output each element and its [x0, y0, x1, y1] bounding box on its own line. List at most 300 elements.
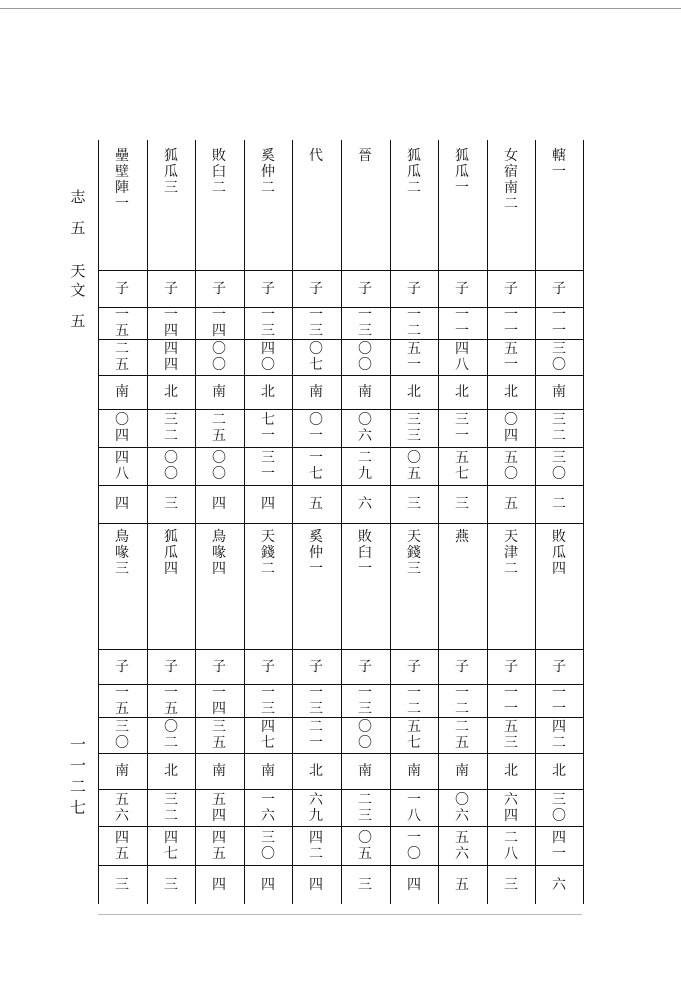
glyph: 鳥 [212, 529, 226, 545]
star-name [390, 148, 438, 264]
glyph: 錢 [261, 545, 275, 561]
table-cell [438, 789, 486, 826]
glyph: 四 [164, 341, 178, 357]
table-cell [98, 649, 146, 684]
table-cell [341, 375, 389, 409]
table-cell [535, 339, 583, 375]
table-cell [195, 684, 243, 717]
glyph: 北 [164, 384, 178, 400]
row-rule [98, 523, 584, 524]
glyph: 五 [164, 700, 178, 717]
glyph: 九 [309, 807, 323, 824]
table-cell [98, 447, 146, 485]
table-cell [438, 717, 486, 753]
glyph: 南 [309, 384, 323, 400]
glyph: 一 [455, 684, 469, 701]
table-cell [147, 375, 195, 409]
glyph: 二 [504, 196, 518, 212]
table-cell [487, 649, 535, 684]
glyph: 三 [164, 876, 178, 893]
table-cell [390, 409, 438, 447]
glyph: 〇 [309, 412, 323, 428]
glyph: 二 [261, 561, 275, 577]
table-cell [487, 789, 535, 826]
glyph: 子 [504, 658, 518, 675]
table-cell [341, 307, 389, 339]
glyph: 五 [115, 845, 129, 862]
table-cell [341, 717, 389, 753]
glyph: 六 [261, 807, 275, 824]
glyph: 四 [504, 428, 518, 444]
glyph: 子 [309, 280, 323, 297]
glyph: 三 [261, 450, 275, 466]
glyph: 四 [552, 829, 566, 846]
glyph: 〇 [115, 412, 129, 428]
table-cell [438, 485, 486, 523]
table-cell [292, 826, 340, 865]
star-name [244, 148, 292, 264]
glyph: 天 [261, 529, 275, 545]
table-cell [535, 649, 583, 684]
glyph: 五 [309, 496, 323, 512]
glyph: 五 [504, 450, 518, 466]
glyph: 敗 [358, 529, 372, 545]
glyph: 四 [164, 561, 178, 577]
glyph: 燕 [455, 529, 469, 545]
glyph: 〇 [552, 357, 566, 373]
table-cell [292, 684, 340, 717]
glyph: 〇 [358, 412, 372, 428]
table-cell [390, 270, 438, 307]
glyph: 一 [407, 791, 421, 808]
glyph: 一 [504, 307, 518, 323]
star-name [147, 529, 195, 643]
table-cell [195, 789, 243, 826]
glyph: 鳥 [115, 529, 129, 545]
glyph: 一 [115, 307, 129, 323]
glyph: 奚 [309, 529, 323, 545]
glyph: 〇 [358, 719, 372, 735]
glyph: 〇 [552, 466, 566, 482]
glyph: 一 [309, 561, 323, 577]
glyph: 一 [69, 735, 86, 754]
glyph: 錢 [407, 545, 421, 561]
glyph: 南 [358, 763, 372, 779]
glyph: 三 [407, 428, 421, 444]
glyph: 仲 [309, 545, 323, 561]
table-cell [341, 339, 389, 375]
glyph: 三 [358, 876, 372, 893]
glyph: 北 [455, 384, 469, 400]
glyph: 〇 [504, 412, 518, 428]
table-cell [244, 447, 292, 485]
glyph: 〇 [358, 357, 372, 373]
star-name [244, 529, 292, 643]
table-cell [244, 717, 292, 753]
table-cell [98, 684, 146, 717]
glyph: 八 [455, 357, 469, 373]
glyph: 一 [407, 357, 421, 373]
glyph: 天 [504, 529, 518, 545]
table-cell [244, 339, 292, 375]
glyph: 二 [164, 807, 178, 824]
glyph: 五 [455, 735, 469, 751]
table-cell [487, 684, 535, 717]
glyph: 臼 [212, 164, 226, 180]
table-cell [292, 339, 340, 375]
table-cell [195, 649, 243, 684]
table-cell [98, 717, 146, 753]
table-cell [341, 826, 389, 865]
glyph: 南 [115, 384, 129, 400]
glyph: 子 [164, 280, 178, 297]
glyph: 晉 [358, 148, 372, 164]
glyph: 五 [455, 876, 469, 893]
glyph: 喙 [212, 545, 226, 561]
table-cell [341, 865, 389, 904]
glyph: 四 [261, 719, 275, 735]
glyph: 一 [552, 164, 566, 180]
glyph: 一 [552, 684, 566, 701]
table-cell [535, 826, 583, 865]
glyph: 二 [455, 719, 469, 735]
table-cell [390, 485, 438, 523]
glyph: 〇 [212, 450, 226, 466]
glyph: 文 [70, 281, 86, 299]
glyph: 二 [164, 428, 178, 444]
glyph: 四 [212, 700, 226, 717]
glyph: 三 [164, 791, 178, 808]
table-cell [244, 789, 292, 826]
table-cell [195, 270, 243, 307]
glyph: 一 [552, 323, 566, 339]
table-cell [535, 307, 583, 339]
glyph: 南 [212, 384, 226, 400]
glyph: 五 [407, 719, 421, 735]
glyph: 三 [115, 876, 129, 893]
glyph: 四 [455, 341, 469, 357]
glyph: 五 [358, 845, 372, 862]
glyph: 一 [309, 307, 323, 323]
glyph: 北 [407, 384, 421, 400]
glyph: 〇 [358, 829, 372, 846]
table-cell [195, 447, 243, 485]
glyph: 六 [455, 807, 469, 824]
glyph: 二 [358, 791, 372, 808]
table-cell [147, 447, 195, 485]
table-cell [195, 865, 243, 904]
table-cell [98, 826, 146, 865]
glyph: 一 [261, 307, 275, 323]
glyph: 子 [552, 658, 566, 675]
table-cell [438, 753, 486, 789]
glyph: 二 [407, 700, 421, 717]
glyph: 七 [455, 466, 469, 482]
glyph: 〇 [504, 466, 518, 482]
glyph: 五 [115, 700, 129, 717]
glyph: 五 [455, 829, 469, 846]
glyph: 三 [407, 561, 421, 577]
glyph: 二 [115, 341, 129, 357]
glyph: 子 [455, 658, 469, 675]
table-cell [341, 753, 389, 789]
table-cell [487, 865, 535, 904]
glyph: 二 [261, 180, 275, 196]
glyph: 四 [164, 829, 178, 846]
glyph: 〇 [407, 450, 421, 466]
glyph: 八 [407, 807, 421, 824]
glyph: 一 [261, 428, 275, 444]
glyph: 二 [69, 777, 86, 796]
glyph: 狐 [164, 148, 178, 164]
glyph: 北 [504, 384, 518, 400]
glyph: 三 [552, 791, 566, 808]
table-cell [147, 409, 195, 447]
glyph: 喙 [115, 545, 129, 561]
glyph: 〇 [407, 845, 421, 862]
glyph: 敗 [552, 529, 566, 545]
glyph: 一 [164, 307, 178, 323]
table-cell [438, 375, 486, 409]
glyph: 三 [212, 719, 226, 735]
table-cell [390, 339, 438, 375]
table-cell [292, 375, 340, 409]
table-cell [147, 684, 195, 717]
glyph: 〇 [455, 791, 469, 808]
glyph: 二 [212, 412, 226, 428]
table-cell [438, 339, 486, 375]
table-cell [292, 270, 340, 307]
table-cell [390, 684, 438, 717]
glyph: 〇 [212, 357, 226, 373]
glyph: 瓜 [164, 545, 178, 561]
glyph: 一 [455, 428, 469, 444]
glyph: 四 [115, 829, 129, 846]
table-cell [535, 447, 583, 485]
glyph: 三 [552, 412, 566, 428]
glyph: 四 [164, 323, 178, 339]
star-name [195, 148, 243, 264]
glyph: 子 [552, 280, 566, 297]
glyph: 七 [261, 412, 275, 428]
glyph: 一 [69, 756, 86, 775]
glyph: 五 [70, 312, 86, 330]
glyph: 北 [504, 763, 518, 779]
table-cell [244, 375, 292, 409]
glyph: 子 [261, 658, 275, 675]
glyph: 四 [309, 876, 323, 893]
table-cell [390, 789, 438, 826]
glyph: 一 [455, 307, 469, 323]
glyph: 九 [358, 466, 372, 482]
star-name [390, 529, 438, 643]
glyph: 瓜 [455, 164, 469, 180]
table-cell [487, 375, 535, 409]
glyph: 一 [261, 791, 275, 808]
table-cell [98, 865, 146, 904]
glyph: 四 [504, 807, 518, 824]
glyph: 一 [309, 428, 323, 444]
table-cell [292, 717, 340, 753]
glyph: 六 [358, 428, 372, 444]
glyph: 三 [115, 719, 129, 735]
table-cell [390, 753, 438, 789]
glyph: 二 [504, 561, 518, 577]
glyph: 女 [504, 148, 518, 164]
glyph: 三 [455, 496, 469, 512]
glyph: 狐 [164, 529, 178, 545]
glyph: 四 [115, 496, 129, 512]
glyph: 宿 [504, 164, 518, 180]
glyph: 狐 [455, 148, 469, 164]
table-cell [438, 826, 486, 865]
table-cell [535, 485, 583, 523]
glyph: 七 [261, 735, 275, 751]
glyph: 南 [358, 384, 372, 400]
glyph: 四 [261, 496, 275, 512]
glyph: 五 [115, 791, 129, 808]
glyph: 子 [164, 658, 178, 675]
glyph: 壁 [115, 164, 129, 180]
table-cell [244, 865, 292, 904]
table-cell [535, 717, 583, 753]
table-cell [487, 409, 535, 447]
glyph: 六 [309, 791, 323, 808]
table-cell [487, 826, 535, 865]
glyph: 五 [407, 341, 421, 357]
table-cell [195, 826, 243, 865]
glyph: 四 [212, 829, 226, 846]
table-cell [535, 409, 583, 447]
table-cell [147, 826, 195, 865]
table-cell [147, 717, 195, 753]
glyph: 南 [552, 384, 566, 400]
table-cell [535, 270, 583, 307]
glyph: 瓜 [552, 545, 566, 561]
glyph: 三 [164, 412, 178, 428]
glyph: 四 [309, 829, 323, 846]
glyph: 陣 [115, 180, 129, 196]
table-cell [244, 753, 292, 789]
glyph: 二 [455, 700, 469, 717]
glyph: 〇 [115, 735, 129, 751]
glyph: 七 [407, 735, 421, 751]
glyph: 四 [261, 876, 275, 893]
glyph: 四 [407, 876, 421, 893]
glyph: 五 [115, 323, 129, 339]
glyph: 四 [212, 876, 226, 893]
glyph: 五 [504, 496, 518, 512]
glyph: 五 [70, 219, 86, 237]
table-cell [98, 485, 146, 523]
table-cell [292, 865, 340, 904]
glyph: 二 [309, 719, 323, 735]
glyph: 北 [309, 763, 323, 779]
glyph: 瓜 [164, 164, 178, 180]
glyph: 一 [504, 684, 518, 701]
star-name [341, 529, 389, 643]
table-cell [244, 684, 292, 717]
glyph: 〇 [358, 735, 372, 751]
glyph: 南 [455, 763, 469, 779]
glyph: 一 [115, 684, 129, 701]
star-name [292, 529, 340, 643]
glyph: 七 [69, 798, 86, 817]
glyph: 一 [261, 466, 275, 482]
glyph: 一 [212, 307, 226, 323]
table-cell [292, 485, 340, 523]
glyph: 一 [407, 684, 421, 701]
glyph: 一 [504, 700, 518, 717]
glyph: 子 [407, 280, 421, 297]
table-cell [98, 789, 146, 826]
table-cell [341, 684, 389, 717]
glyph: 一 [407, 307, 421, 323]
glyph: 子 [358, 658, 372, 675]
glyph: 三 [261, 700, 275, 717]
glyph: 七 [164, 845, 178, 862]
glyph: 南 [504, 180, 518, 196]
table-cell [341, 447, 389, 485]
glyph: 一 [455, 323, 469, 339]
glyph: 三 [552, 450, 566, 466]
table-cell [195, 753, 243, 789]
star-table [98, 128, 584, 909]
glyph: 瓜 [407, 164, 421, 180]
table-cell [98, 270, 146, 307]
table-cell [147, 485, 195, 523]
glyph: 一 [164, 684, 178, 701]
glyph: 一 [212, 684, 226, 701]
star-name [438, 529, 486, 643]
glyph: 三 [164, 180, 178, 196]
glyph: 二 [552, 428, 566, 444]
page-foot-rule [98, 914, 582, 915]
table-cell [390, 865, 438, 904]
glyph: 〇 [164, 466, 178, 482]
glyph: 五 [504, 719, 518, 735]
table-cell [487, 485, 535, 523]
glyph: 奚 [261, 148, 275, 164]
glyph: 〇 [309, 341, 323, 357]
glyph: 一 [552, 307, 566, 323]
glyph: 六 [455, 845, 469, 862]
glyph: 三 [504, 876, 518, 893]
glyph: 五 [212, 735, 226, 751]
table-cell [244, 649, 292, 684]
table-cell [341, 409, 389, 447]
glyph: 二 [552, 735, 566, 751]
glyph: 敗 [212, 148, 226, 164]
glyph: 南 [115, 763, 129, 779]
glyph: 子 [358, 280, 372, 297]
glyph: 四 [115, 428, 129, 444]
glyph: 一 [358, 307, 372, 323]
table-cell [244, 270, 292, 307]
glyph: 子 [407, 658, 421, 675]
glyph: 一 [309, 684, 323, 701]
glyph: 三 [358, 323, 372, 339]
glyph: 三 [261, 323, 275, 339]
star-name [292, 148, 340, 264]
glyph: 子 [455, 280, 469, 297]
glyph: 〇 [358, 341, 372, 357]
glyph: 四 [212, 807, 226, 824]
glyph: 三 [504, 735, 518, 751]
glyph: 五 [115, 357, 129, 373]
table-cell [292, 649, 340, 684]
page-top-rule [0, 8, 681, 9]
